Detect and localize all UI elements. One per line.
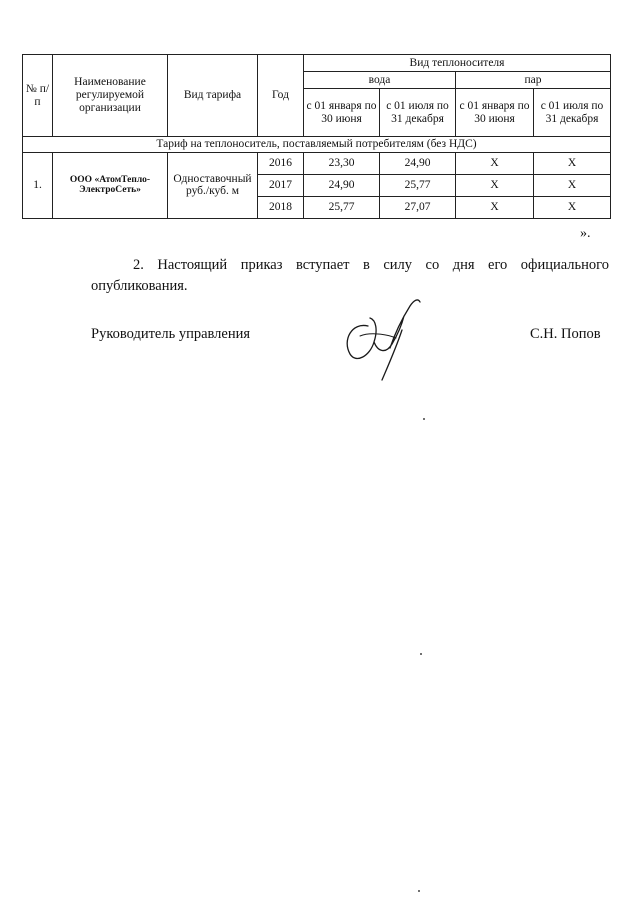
table-row <box>23 152 611 174</box>
water-h2-value: 24,90 <box>380 152 456 174</box>
steam-h2-value: Х <box>534 196 611 218</box>
header-water: вода <box>304 72 456 89</box>
header-year: Год <box>258 55 304 137</box>
scan-speck <box>418 890 420 892</box>
organization-name: ООО «АтомТепло-ЭлектроСеть» <box>53 152 168 218</box>
water-h1-value: 24,90 <box>304 174 380 196</box>
water-h2-value: 27,07 <box>380 196 456 218</box>
tariff-name: Одноставочный руб./куб. м <box>168 152 258 218</box>
header-steam: пар <box>456 72 611 89</box>
row-year: 2016 <box>258 152 304 174</box>
header-num: № п/п <box>23 55 53 137</box>
scan-speck <box>423 418 425 420</box>
steam-h1-value: Х <box>456 152 534 174</box>
effective-date-paragraph: 2. Настоящий приказ вступает в силу со дня его официального опубликования. <box>91 257 609 294</box>
header-water-period-1: с 01 января по 30 июня <box>304 89 380 137</box>
closing-quote: ». <box>580 226 591 241</box>
signatory-title: Руководитель управления <box>91 326 251 342</box>
row-year: 2018 <box>258 196 304 218</box>
steam-h2-value: Х <box>534 174 611 196</box>
steam-h1-value: Х <box>456 196 534 218</box>
water-h1-value: 23,30 <box>304 152 380 174</box>
row-year: 2017 <box>258 174 304 196</box>
handwritten-signature <box>330 296 440 386</box>
water-h1-value: 25,77 <box>304 196 380 218</box>
signatory-name: С.Н. Попов <box>530 326 601 342</box>
scan-speck <box>420 653 422 655</box>
water-h2-value: 25,77 <box>380 174 456 196</box>
table-caption: Тариф на теплоноситель, поставляемый потребителям (без НДС) <box>23 137 611 153</box>
header-organization: Наименование регулируемой организации <box>53 55 168 137</box>
steam-h1-value: Х <box>456 174 534 196</box>
steam-h2-value: Х <box>534 152 611 174</box>
header-steam-period-2: с 01 июля по 31 декабря <box>534 89 611 137</box>
header-tariff-type: Вид тарифа <box>168 55 258 137</box>
header-water-period-2: с 01 июля по 31 декабря <box>380 89 456 137</box>
tariff-table <box>22 54 611 219</box>
row-number: 1. <box>23 152 53 218</box>
header-heat-carrier: Вид теплоносителя <box>304 55 611 72</box>
header-steam-period-1: с 01 января по 30 июня <box>456 89 534 137</box>
